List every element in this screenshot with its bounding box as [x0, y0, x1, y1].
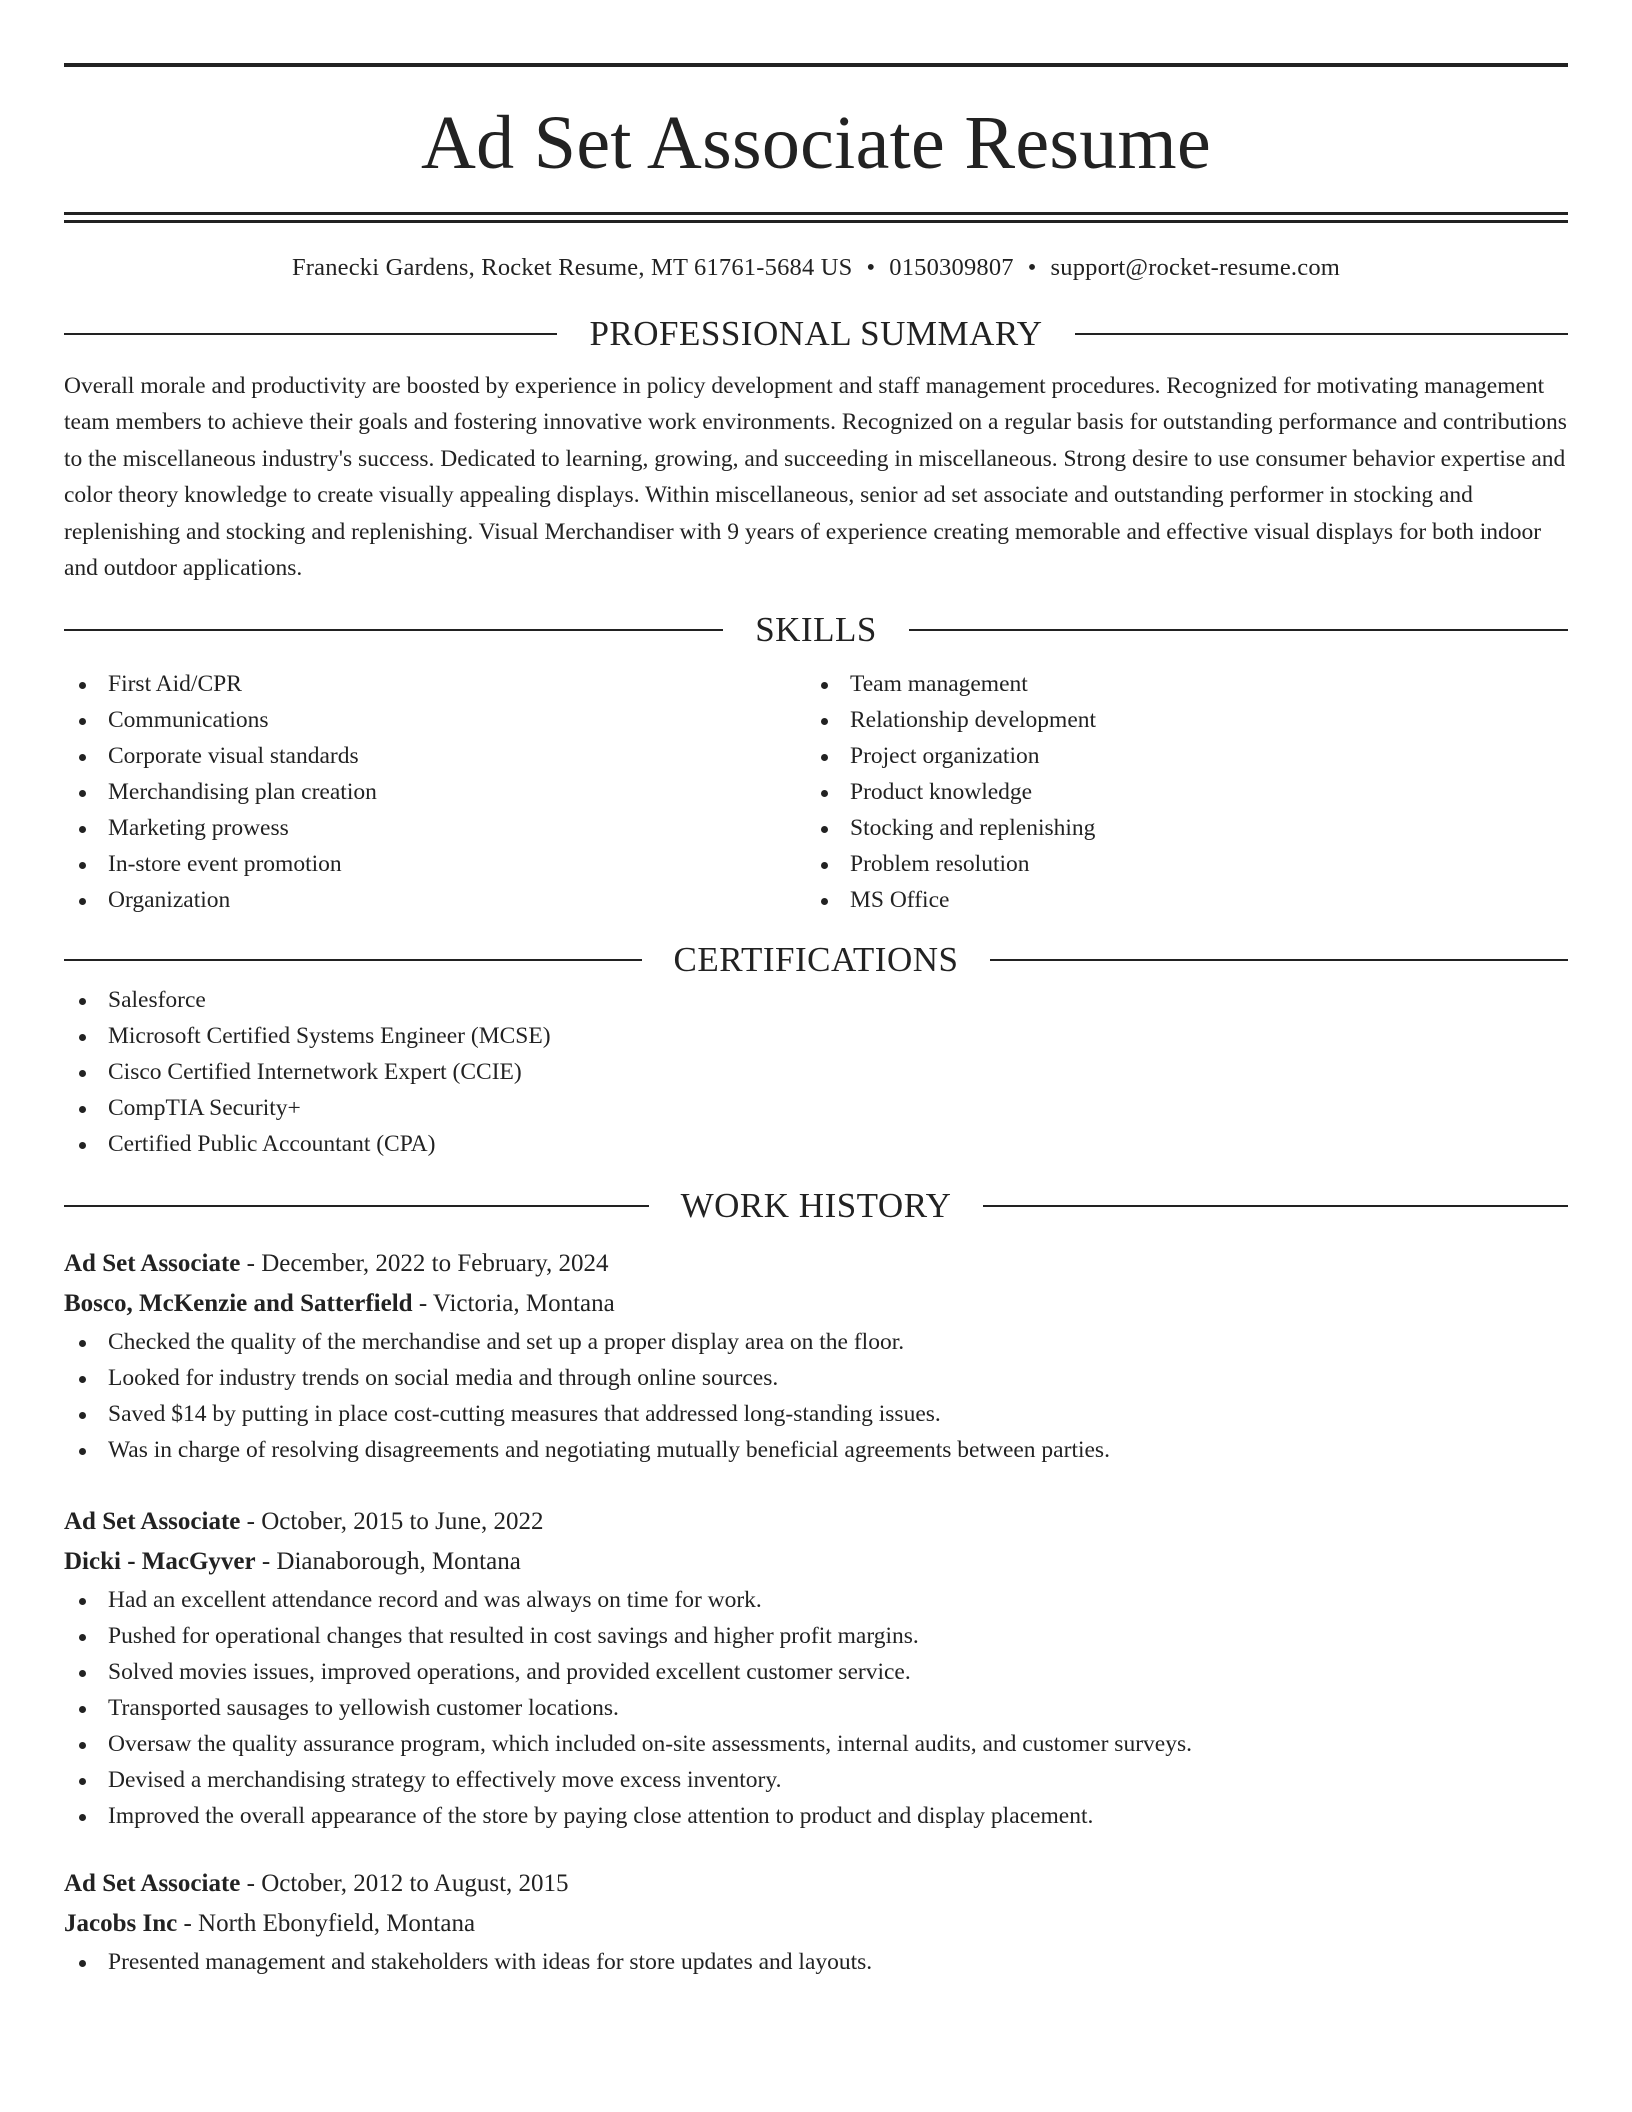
skill-item: Marketing prowess — [64, 810, 806, 846]
job-company: Jacobs Inc — [64, 1910, 178, 1938]
section-header-certifications — [64, 938, 1568, 982]
job-title-line — [64, 1244, 1568, 1284]
skill-item: Communications — [64, 702, 806, 738]
divider-line — [990, 959, 1568, 961]
resume-title: Ad Set Associate Resume — [420, 101, 1212, 185]
job-location: - Victoria, Montana — [412, 1290, 615, 1318]
section-title-certifications: CERTIFICATIONS — [673, 940, 959, 980]
job-duty-item: Had an excellent attendance record and was always on time for work. — [64, 1582, 1568, 1618]
certification-item: Cisco Certified Internetwork Expert (CCIE) — [64, 1054, 1568, 1090]
job-entry — [64, 1502, 1568, 1834]
job-entry — [64, 1864, 1568, 1980]
job-duties-list — [64, 1324, 1568, 1468]
certification-item: Salesforce — [64, 982, 1568, 1018]
skill-item: Relationship development — [806, 702, 1548, 738]
job-title: Ad Set Associate — [64, 1870, 241, 1898]
job-duties-list — [64, 1582, 1568, 1834]
resume-page — [64, 0, 1568, 1980]
divider-line — [64, 333, 557, 335]
contact-separator: • — [866, 254, 876, 281]
job-duty-item: Pushed for operational changes that resulted in cost savings and higher profit margins. — [64, 1618, 1568, 1654]
section-title-summary: PROFESSIONAL SUMMARY — [589, 314, 1043, 353]
job-title-line — [64, 1864, 1568, 1904]
divider-line — [64, 959, 642, 961]
section-title-work-history: WORK HISTORY — [680, 1186, 952, 1226]
section-header-summary — [64, 312, 1568, 356]
skill-item: Organization — [64, 882, 806, 918]
job-dates: - October, 2015 to June, 2022 — [240, 1508, 544, 1536]
job-duty-item: Was in charge of resolving disagreements and negotiating mutually beneficial agreements between parties. — [64, 1432, 1568, 1468]
skills-grid — [64, 666, 1568, 918]
skill-item: Product knowledge — [806, 774, 1548, 810]
certification-item: Microsoft Certified Systems Engineer (MCSE) — [64, 1018, 1568, 1054]
certification-item: CompTIA Security+ — [64, 1090, 1568, 1126]
skill-item: MS Office — [806, 882, 1548, 918]
top-rule — [64, 63, 1568, 67]
job-title-line — [64, 1502, 1568, 1542]
title-double-rule — [64, 212, 1568, 223]
job-location: - Dianaborough, Montana — [255, 1548, 521, 1576]
job-title: Ad Set Associate — [64, 1250, 241, 1278]
job-title: Ad Set Associate — [64, 1508, 241, 1536]
skill-item: First Aid/CPR — [64, 666, 806, 702]
skill-item: Problem resolution — [806, 846, 1548, 882]
section-title-skills: SKILLS — [755, 610, 877, 650]
divider-line — [64, 629, 723, 631]
job-duty-item: Devised a merchandising strategy to effectively move excess inventory. — [64, 1762, 1568, 1798]
skills-list-left — [64, 666, 806, 918]
skill-item: Stocking and replenishing — [806, 810, 1548, 846]
job-location: - North Ebonyfield, Montana — [177, 1910, 476, 1938]
skill-item: Corporate visual standards — [64, 738, 806, 774]
contact-address: Franecki Gardens, Rocket Resume, MT 61761-5684 US — [291, 254, 853, 281]
job-company-line — [64, 1542, 1568, 1582]
certification-item: Certified Public Accountant (CPA) — [64, 1126, 1568, 1162]
job-duty-item: Oversaw the quality assurance program, which included on-site assessments, internal audits, and customer surveys. — [64, 1726, 1568, 1762]
job-duty-item: Improved the overall appearance of the store by paying close attention to product and display placement. — [64, 1798, 1568, 1834]
job-duty-item: Transported sausages to yellowish customer locations. — [64, 1690, 1568, 1726]
divider-line — [1075, 333, 1568, 335]
job-dates: - October, 2012 to August, 2015 — [240, 1870, 569, 1898]
job-company: Dicki - MacGyver — [64, 1548, 256, 1576]
contact-line — [64, 253, 1568, 283]
summary-text: Overall morale and productivity are boosted by experience in policy development and staff management procedures. Recognized for motivating management team members to achieve their goals and fostering innovative work environments. Recognized on a regular basis for outstanding performance and contributions to the miscellaneous industry's success. Dedicated to learning, growing, and succeeding in miscellaneous. Strong desire to use consumer behavior expertise and color theory knowledge to create visually appealing displays. Within miscellaneous, senior ad set associate and outstanding performer in stocking and replenishing and stocking and replenishing. Visual Merchandiser with 9 years of experience creating memorable and effective visual displays for both indoor and outdoor applications. — [64, 373, 1567, 582]
divider-line — [64, 1205, 649, 1207]
certifications-list — [64, 982, 1568, 1162]
divider-line — [909, 629, 1568, 631]
skill-item: Project organization — [806, 738, 1548, 774]
job-duty-item: Saved $14 by putting in place cost-cutting measures that addressed long-standing issues. — [64, 1396, 1568, 1432]
contact-email: support@rocket-resume.com — [1050, 254, 1341, 281]
job-duty-item: Looked for industry trends on social media and through online sources. — [64, 1360, 1568, 1396]
job-company-line — [64, 1904, 1568, 1944]
skill-item: In-store event promotion — [64, 846, 806, 882]
job-dates: - December, 2022 to February, 2024 — [240, 1250, 609, 1278]
divider-line — [983, 1205, 1568, 1207]
section-header-skills — [64, 608, 1568, 652]
job-duties-list — [64, 1944, 1568, 1980]
job-duty-item: Presented management and stakeholders with ideas for store updates and layouts. — [64, 1944, 1568, 1980]
skill-item: Team management — [806, 666, 1548, 702]
job-company: Bosco, McKenzie and Satterfield — [64, 1290, 413, 1318]
job-duty-item: Solved movies issues, improved operations, and provided excellent customer service. — [64, 1654, 1568, 1690]
job-duty-item: Checked the quality of the merchandise and set up a proper display area on the floor. — [64, 1324, 1568, 1360]
contact-separator: • — [1027, 254, 1037, 281]
job-company-line — [64, 1284, 1568, 1324]
skill-item: Merchandising plan creation — [64, 774, 806, 810]
contact-phone: 0150309807 — [889, 254, 1014, 281]
section-header-work-history — [64, 1184, 1568, 1228]
skills-list-right — [806, 666, 1548, 918]
job-entry — [64, 1244, 1568, 1468]
